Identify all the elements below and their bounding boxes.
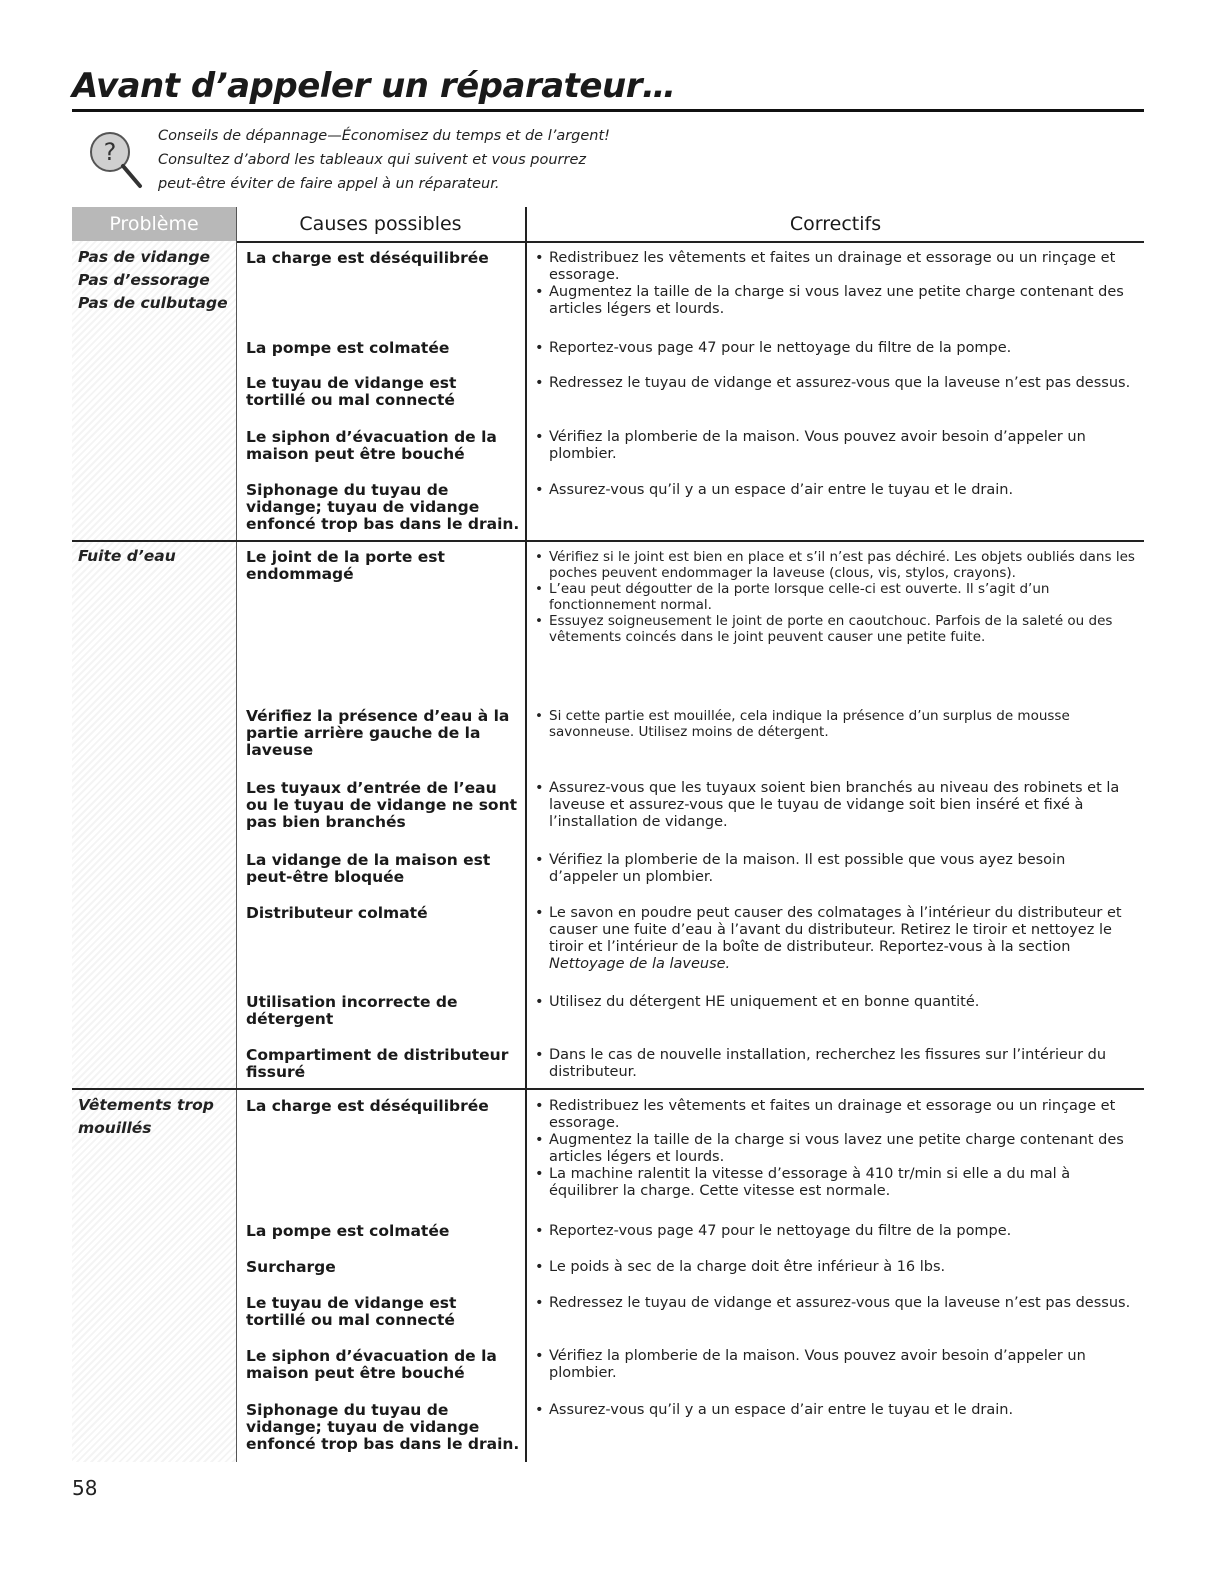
- section-rule: [72, 540, 1144, 542]
- tip-line: Conseils de dépannage—Économisez du temps et de l’argent!: [158, 128, 610, 144]
- fix-item: • Redistribuez les vêtements et faites un drainage et essorage ou un rinçage et essorage.: [535, 250, 1135, 284]
- cause-cell: Le siphon d’évacuation de la maison peut être bouché: [246, 428, 497, 463]
- fix-item: • Reportez-vous page 47 pour le nettoyage du filtre de la pompe.: [535, 1223, 1135, 1240]
- title-rule: [72, 109, 1144, 112]
- cause-cell: Vérifiez la présence d’eau à la partie arrière gauche de la laveuse: [246, 707, 510, 759]
- magnifier-question-icon: [84, 126, 146, 190]
- cause-cell: Le siphon d’évacuation de la maison peut être bouché: [246, 1347, 497, 1382]
- tip-text: [158, 124, 610, 196]
- fix-item: • Reportez-vous page 47 pour le nettoyage du filtre de la pompe.: [535, 340, 1135, 357]
- cause-cell: Distributeur colmaté: [246, 904, 428, 922]
- fix-cell: [535, 780, 1135, 831]
- header-causes: Causes possibles: [299, 213, 462, 235]
- problem-label: Pas de vidange: [78, 248, 211, 266]
- fix-cell: [535, 994, 1135, 1011]
- column-divider: [236, 207, 237, 1462]
- header-probleme: Problème: [72, 207, 236, 241]
- problem-column-background: [72, 207, 236, 1462]
- fix-item: • Vérifiez la plomberie de la maison. Vous pouvez avoir besoin d’appeler un plombier.: [535, 1348, 1135, 1382]
- fix-item: • Augmentez la taille de la charge si vous lavez une petite charge contenant des articles légers et lourds.: [535, 284, 1135, 318]
- cause-cell: Utilisation incorrecte de détergent: [246, 993, 458, 1028]
- fix-cell: [535, 708, 1135, 740]
- cause-cell: Le tuyau de vidange est tortillé ou mal connecté: [246, 374, 457, 409]
- fix-item: • Si cette partie est mouillée, cela indique la présence d’un surplus de mousse savonneuse. Utilisez moins de détergent.: [535, 708, 1135, 740]
- problem-cell: [78, 246, 228, 315]
- problem-label: Fuite d’eau: [78, 547, 176, 565]
- fix-cell: [535, 1047, 1135, 1081]
- tip-icon-glyph: ?: [103, 138, 117, 166]
- fix-item: • L’eau peut dégoutter de la porte lorsque celle-ci est ouverte. Il s’agit d’un fonctionnement normal.: [535, 581, 1135, 613]
- cause-cell: Les tuyaux d’entrée de l’eau ou le tuyau de vidange ne sont pas bien branchés: [246, 779, 518, 831]
- fix-item: • Le poids à sec de la charge doit être inférieur à 16 lbs.: [535, 1259, 1135, 1276]
- fix-section-reference: Nettoyage de la laveuse.: [549, 956, 731, 972]
- problem-cell: [78, 545, 176, 568]
- fix-cell: [535, 852, 1135, 886]
- fix-cell: [535, 250, 1135, 318]
- tip-line: Consultez d’abord les tableaux qui suivent et vous pourrez: [158, 152, 586, 168]
- cause-cell: Siphonage du tuyau de vidange; tuyau de vidange enfoncé trop bas dans le drain.: [246, 481, 520, 533]
- fix-cell: [535, 375, 1135, 392]
- fix-cell: [535, 549, 1135, 645]
- tip-line: peut-être éviter de faire appel à un réparateur.: [158, 176, 500, 192]
- fix-item: • Assurez-vous qu’il y a un espace d’air entre le tuyau et le drain.: [535, 482, 1135, 499]
- cause-cell: Compartiment de distributeur fissuré: [246, 1046, 509, 1081]
- fix-item: • Augmentez la taille de la charge si vous lavez une petite charge contenant des articles légers et lourds.: [535, 1132, 1135, 1166]
- fix-item: • La machine ralentit la vitesse d’essorage à 410 tr/min si elle a du mal à équilibrer la charge. Cette vitesse est normale.: [535, 1166, 1135, 1200]
- fix-cell: [535, 1348, 1135, 1382]
- fix-item: • Vérifiez la plomberie de la maison. Il est possible que vous ayez besoin d’appeler un plombier.: [535, 852, 1135, 886]
- problem-label: Vêtements trop: [78, 1096, 214, 1114]
- fix-cell: [535, 1223, 1135, 1240]
- cause-cell: La charge est déséquilibrée: [246, 249, 489, 267]
- cause-cell: La vidange de la maison est peut-être bloquée: [246, 851, 491, 886]
- cause-cell: La charge est déséquilibrée: [246, 1097, 489, 1115]
- fix-item: • Redressez le tuyau de vidange et assurez-vous que la laveuse n’est pas dessus.: [535, 375, 1135, 392]
- fix-cell: [535, 429, 1135, 463]
- problem-label: Pas de culbutage: [78, 294, 228, 312]
- fix-item: • Utilisez du détergent HE uniquement et en bonne quantité.: [535, 994, 1135, 1011]
- fix-item: • Vérifiez si le joint est bien en place et s’il n’est pas déchiré. Les objets oubliés dans les poches peuvent endommager la laveuse (clous, vis, stylos, crayons).: [535, 549, 1135, 581]
- column-divider: [525, 207, 527, 1462]
- fix-cell: [535, 905, 1135, 973]
- fix-item-text: Le savon en poudre peut causer des colmatages à l’intérieur du distributeur et causer une fuite d’eau à l’avant du distributeur. Retirez le tiroir et nettoyez le tiroir et l’intérieur de la boîte de distributeur. Reportez-vous à la section: [549, 905, 1122, 955]
- fix-cell: [535, 340, 1135, 357]
- cause-cell: Le tuyau de vidange est tortillé ou mal connecté: [246, 1294, 457, 1329]
- fix-item: • Dans le cas de nouvelle installation, recherchez les fissures sur l’intérieur du distributeur.: [535, 1047, 1135, 1081]
- fix-cell: [535, 1098, 1135, 1200]
- cause-cell: Siphonage du tuyau de vidange; tuyau de vidange enfoncé trop bas dans le drain.: [246, 1401, 520, 1453]
- fix-item: • Assurez-vous que les tuyaux soient bien branchés au niveau des robinets et la laveuse et assurez-vous que le tuyau de vidange soit bien inséré et fixé à l’installation de vidange.: [535, 780, 1135, 831]
- page-title: Avant d’appeler un réparateur…: [72, 66, 676, 106]
- cause-cell: La pompe est colmatée: [246, 1222, 450, 1240]
- problem-label: Pas d’essorage: [78, 271, 210, 289]
- cause-cell: Surcharge: [246, 1258, 336, 1276]
- section-rule: [72, 1088, 1144, 1090]
- cause-cell: La pompe est colmatée: [246, 339, 450, 357]
- header-rule: [236, 241, 1144, 243]
- fix-item: • Essuyez soigneusement le joint de porte en caoutchouc. Parfois de la saleté ou des vêtements coincés dans le joint peuvent causer une petite fuite.: [535, 613, 1135, 645]
- problem-label: mouillés: [78, 1119, 152, 1137]
- problem-cell: [78, 1094, 214, 1140]
- page-number: 58: [72, 1476, 98, 1500]
- fix-item: • Vérifiez la plomberie de la maison. Vous pouvez avoir besoin d’appeler un plombier.: [535, 429, 1135, 463]
- header-correctifs: Correctifs: [789, 213, 882, 235]
- fix-item: • Redressez le tuyau de vidange et assurez-vous que la laveuse n’est pas dessus.: [535, 1295, 1135, 1312]
- fix-item: [535, 905, 1135, 973]
- fix-item: • Redistribuez les vêtements et faites un drainage et essorage ou un rinçage et essorage.: [535, 1098, 1135, 1132]
- fix-item: • Assurez-vous qu’il y a un espace d’air entre le tuyau et le drain.: [535, 1402, 1135, 1419]
- fix-cell: [535, 482, 1135, 499]
- fix-cell: [535, 1402, 1135, 1419]
- fix-cell: [535, 1259, 1135, 1276]
- cause-cell: Le joint de la porte est endommagé: [246, 548, 445, 583]
- fix-cell: [535, 1295, 1135, 1312]
